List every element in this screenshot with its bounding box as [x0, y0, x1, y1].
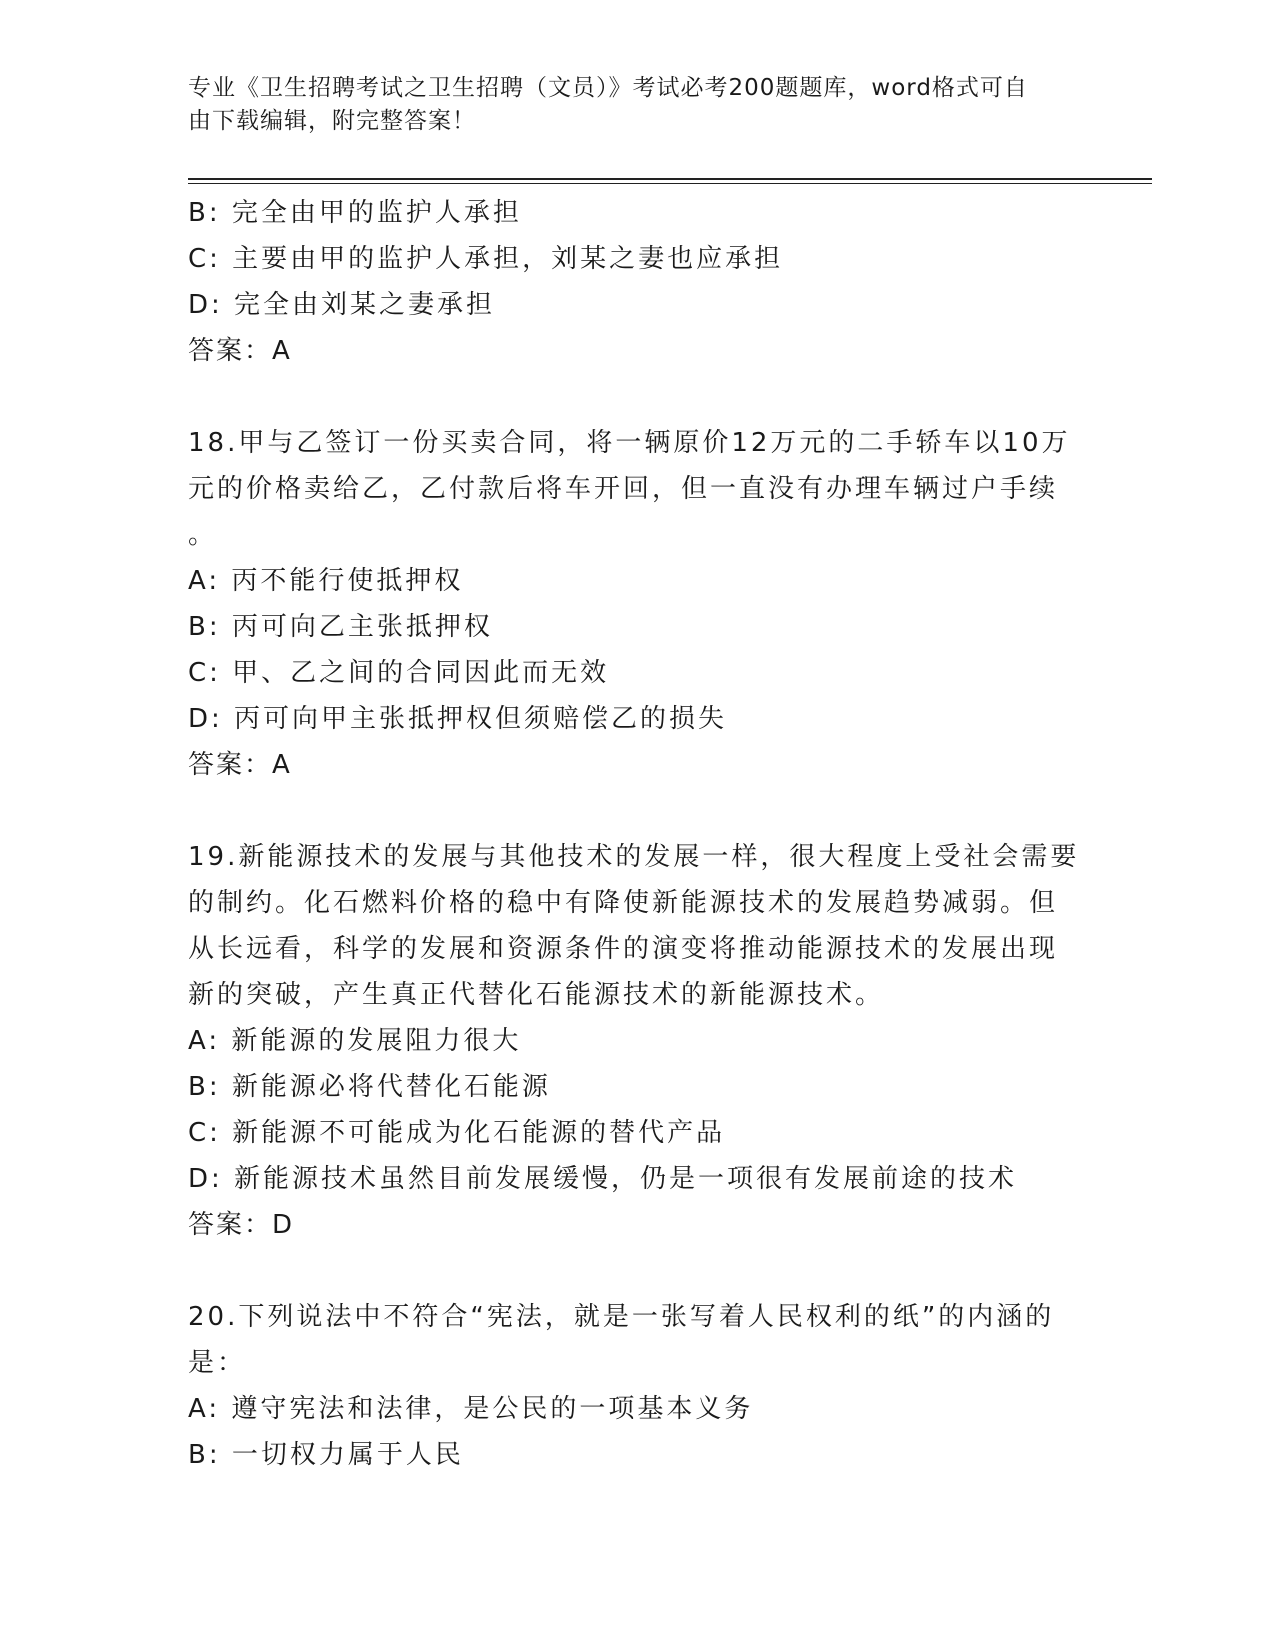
question-stem-line: 是： [188, 1348, 247, 1378]
option-d: D: 丙可向甲主张抵押权但须赔偿乙的损失 [188, 704, 728, 734]
option-c: C: 主要由甲的监护人承担，刘某之妻也应承担 [188, 244, 784, 274]
question-18 [188, 420, 1088, 788]
option-b: B: 新能源必将代替化石能源 [188, 1072, 551, 1102]
question-stem-line: 元的价格卖给乙，乙付款后将车开回，但一直没有办理车辆过户手续 [188, 474, 1059, 504]
header-rule-thick [188, 178, 1152, 180]
document-header [188, 72, 1088, 138]
spacer [188, 374, 1088, 420]
header-line-1: 专业《卫生招聘考试之卫生招聘（文员）》考试必考200题题库，word格式可自 [188, 75, 1028, 101]
option-b: B: 完全由甲的监护人承担 [188, 198, 522, 228]
spacer [188, 1248, 1088, 1294]
question-19 [188, 834, 1088, 1248]
question-stem-line: 的制约。化石燃料价格的稳中有降使新能源技术的发展趋势减弱。但 [188, 888, 1059, 918]
question-stem-line: 20.下列说法中不符合“宪法，就是一张写着人民权利的纸”的内涵的 [188, 1302, 1055, 1332]
option-a: A: 丙不能行使抵押权 [188, 566, 464, 596]
question-stem-line: 19.新能源技术的发展与其他技术的发展一样，很大程度上受社会需要 [188, 842, 1080, 872]
question-20 [188, 1294, 1088, 1478]
option-c: C: 新能源不可能成为化石能源的替代产品 [188, 1118, 726, 1148]
header-line-2: 由下载编辑，附完整答案！ [188, 108, 476, 134]
question-stem-line: 18.甲与乙签订一份买卖合同，将一辆原价12万元的二手轿车以10万 [188, 428, 1071, 458]
spacer [188, 788, 1088, 834]
answer: 答案：D [188, 1210, 295, 1240]
document-body [188, 190, 1088, 1478]
answer: 答案：A [188, 336, 292, 366]
question-stem-line: 从长远看，科学的发展和资源条件的演变将推动能源技术的发展出现 [188, 934, 1059, 964]
option-c: C: 甲、乙之间的合同因此而无效 [188, 658, 610, 688]
option-d: D: 完全由刘某之妻承担 [188, 290, 496, 320]
question-stem-line: 。 [188, 520, 218, 550]
answer: 答案：A [188, 750, 292, 780]
option-a: A: 遵守宪法和法律，是公民的一项基本义务 [188, 1394, 754, 1424]
header-rule-thin [188, 183, 1152, 184]
option-b: B: 一切权力属于人民 [188, 1440, 464, 1470]
option-a: A: 新能源的发展阻力很大 [188, 1026, 522, 1056]
question-stem-line: 新的突破，产生真正代替化石能源技术的新能源技术。 [188, 980, 885, 1010]
option-d: D: 新能源技术虽然目前发展缓慢，仍是一项很有发展前途的技术 [188, 1164, 1018, 1194]
question-17-tail [188, 190, 1088, 374]
option-b: B: 丙可向乙主张抵押权 [188, 612, 493, 642]
